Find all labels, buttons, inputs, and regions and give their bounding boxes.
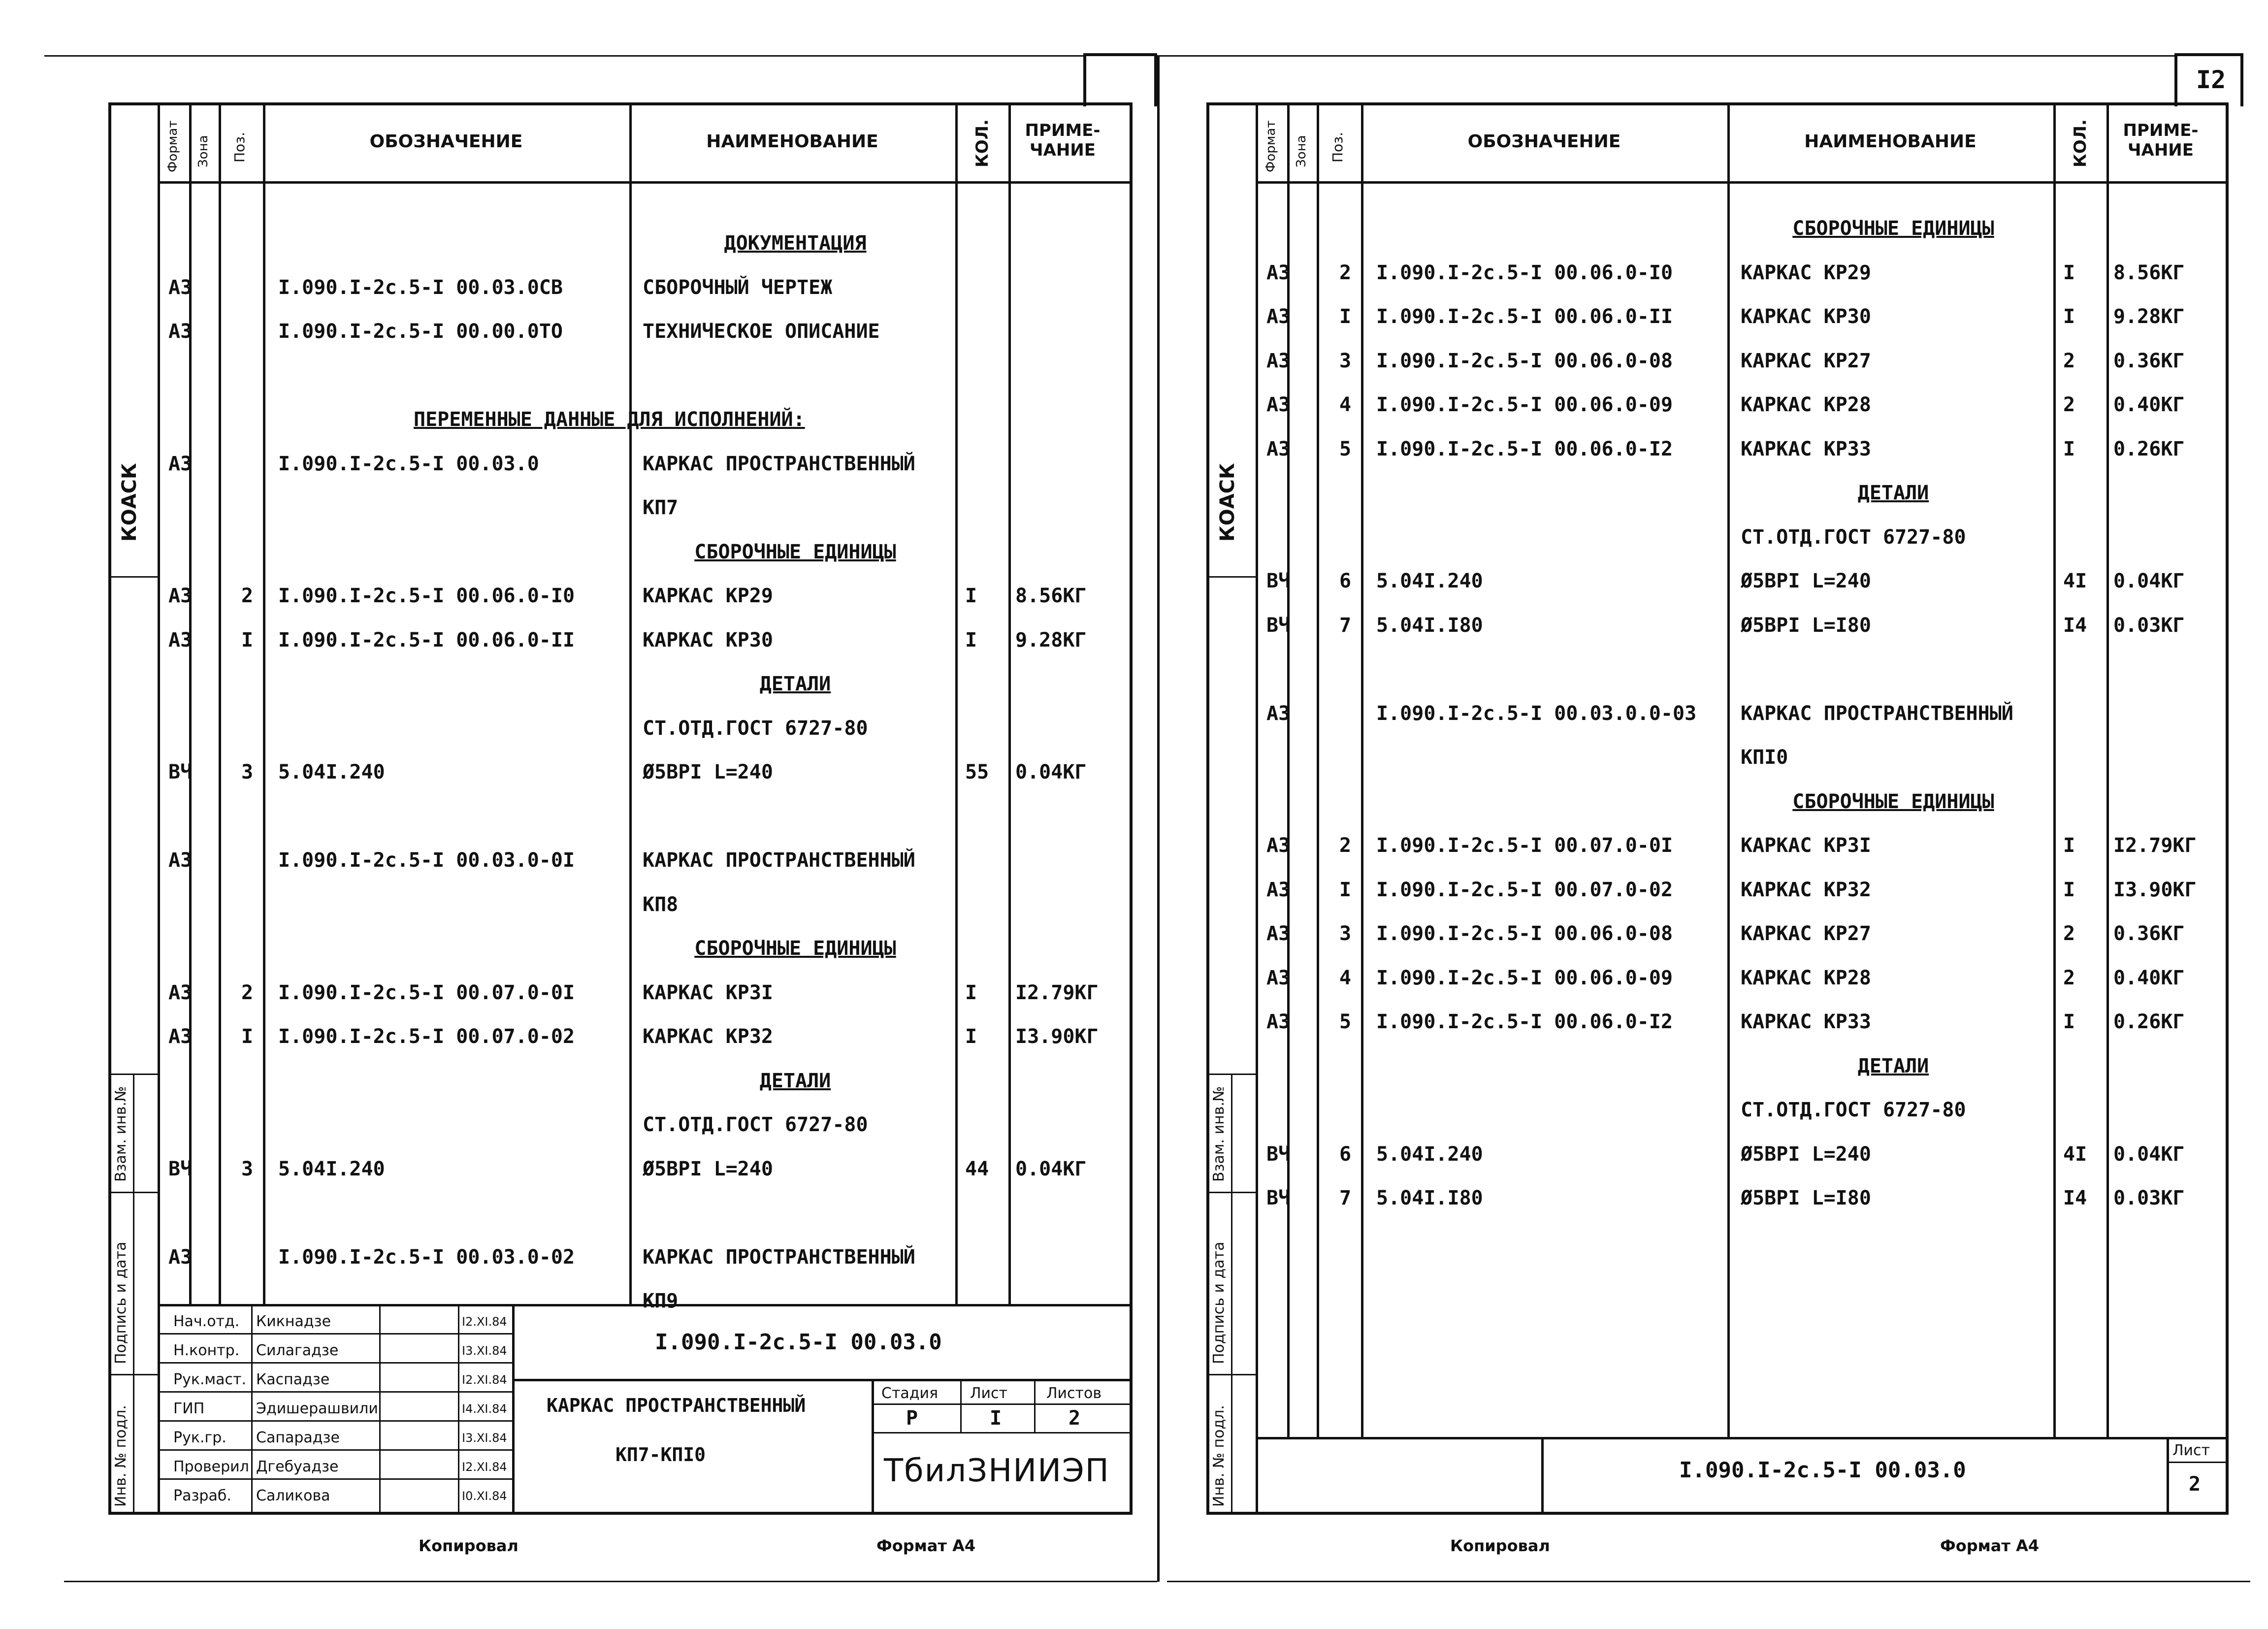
side-inv-replace: Взам. инв.№ bbox=[112, 1086, 130, 1182]
right-side-stamp: КОАСК bbox=[1216, 463, 1239, 542]
row-quantity: 2 bbox=[2063, 966, 2075, 989]
row-quantity: I bbox=[2063, 437, 2075, 460]
right-side-sign-date: Подпись и дата bbox=[1210, 1241, 1228, 1364]
row-section-heading: СБОРОЧНЫЕ ЕДИНИЦЫ bbox=[694, 540, 896, 563]
row-designation: I.090.I-2с.5-I 00.06.0-08 bbox=[1376, 922, 1673, 945]
row-name: КП9 bbox=[643, 1290, 679, 1312]
signer-name: Кикнадзе bbox=[256, 1313, 331, 1330]
header-zone: Зона bbox=[196, 135, 211, 167]
row-quantity: I bbox=[965, 981, 977, 1004]
left-sheet-label: Лист bbox=[970, 1385, 1008, 1402]
right-sheet-label: Лист bbox=[2172, 1442, 2210, 1459]
row-designation: I.090.I-2с.5-I 00.06.0-I2 bbox=[1376, 437, 1673, 460]
header-note: ПРИМЕ-ЧАНИЕ bbox=[1025, 121, 1101, 160]
header-designation: ОБОЗНАЧЕНИЕ bbox=[369, 131, 523, 152]
signer-date: I3.XI.84 bbox=[462, 1431, 507, 1445]
signer-date: I2.XI.84 bbox=[462, 1373, 507, 1387]
row-note: 0.40КГ bbox=[2113, 966, 2185, 989]
row-position: 2 bbox=[1339, 261, 1352, 284]
side-inv-orig: Инв. № подл. bbox=[112, 1405, 130, 1507]
row-name: КП7 bbox=[643, 496, 679, 519]
row-designation: I.090.I-2с.5-I 00.06.0-09 bbox=[1376, 393, 1673, 416]
row-note: 0.04КГ bbox=[2113, 1142, 2185, 1166]
row-designation: 5.04I.240 bbox=[1376, 1142, 1483, 1166]
row-name: Ø5ВРI L=240 bbox=[643, 1157, 773, 1180]
row-format: ВЧ bbox=[1266, 570, 1291, 592]
row-position: 7 bbox=[1339, 614, 1352, 637]
row-quantity: I bbox=[965, 585, 977, 607]
row-format: А3 bbox=[1266, 393, 1291, 416]
left-footer-format: Формат А4 bbox=[876, 1536, 976, 1555]
row-section-heading: ДЕТАЛИ bbox=[1857, 1054, 1929, 1077]
row-note: I2.79КГ bbox=[2113, 834, 2197, 857]
signer-name: Саликова bbox=[256, 1487, 330, 1504]
signer-date: I0.XI.84 bbox=[462, 1489, 507, 1503]
row-designation: 5.04I.I80 bbox=[1376, 1187, 1483, 1209]
row-format: А3 bbox=[1266, 702, 1291, 725]
row-name: КАРКАС КР3I bbox=[643, 981, 773, 1004]
row-format: ВЧ bbox=[168, 1157, 193, 1180]
row-format: А3 bbox=[168, 628, 193, 652]
row-designation: I.090.I-2с.5-I 00.03.0СВ bbox=[278, 276, 563, 299]
signer-role: Н.контр. bbox=[173, 1342, 240, 1359]
right-doc-code: I.090.I-2с.5-I 00.03.0 bbox=[1679, 1458, 1966, 1483]
row-name: СТ.ОТД.ГОСТ 6727-80 bbox=[643, 1113, 868, 1136]
right-header-zone: Зона bbox=[1294, 135, 1309, 167]
row-name: ТЕХНИЧЕСКОЕ ОПИСАНИЕ bbox=[643, 320, 880, 343]
sheet-number: I2 bbox=[2196, 65, 2226, 94]
row-designation: 5.04I.I80 bbox=[1376, 614, 1483, 637]
row-name: СТ.ОТД.ГОСТ 6727-80 bbox=[1741, 1099, 1966, 1121]
signer-date: I3.XI.84 bbox=[462, 1344, 507, 1358]
row-position: 5 bbox=[1339, 437, 1352, 460]
right-side-inv-replace: Взам. инв.№ bbox=[1210, 1086, 1228, 1182]
signer-date: I2.XI.84 bbox=[462, 1315, 507, 1329]
row-format: А3 bbox=[1266, 261, 1291, 284]
row-note: 8.56КГ bbox=[1015, 585, 1087, 607]
row-section-heading: ДОКУМЕНТАЦИЯ bbox=[724, 232, 867, 255]
row-section-heading: СБОРОЧНЫЕ ЕДИНИЦЫ bbox=[694, 937, 896, 960]
row-position: 6 bbox=[1339, 570, 1352, 592]
right-side-inv-orig: Инв. № подл. bbox=[1210, 1405, 1228, 1507]
row-quantity: I4 bbox=[2063, 1187, 2087, 1209]
row-format: А3 bbox=[1266, 922, 1291, 945]
left-sheet-value: I bbox=[990, 1407, 1002, 1430]
row-position: 4 bbox=[1339, 393, 1352, 416]
row-note: I3.90КГ bbox=[2113, 878, 2197, 901]
side-sign-date: Подпись и дата bbox=[112, 1241, 130, 1364]
row-name: КАРКАС ПРОСТРАНСТВЕННЫЙ bbox=[1741, 702, 2013, 725]
row-name: КАРКАС ПРОСТРАНСТВЕННЫЙ bbox=[643, 452, 915, 475]
row-position: 2 bbox=[241, 981, 254, 1004]
signer-date: I4.XI.84 bbox=[462, 1402, 507, 1416]
signer-role: Нач.отд. bbox=[173, 1313, 240, 1330]
row-note: 0.40КГ bbox=[2113, 393, 2185, 416]
row-name: КАРКАС КР29 bbox=[643, 585, 773, 607]
row-designation: I.090.I-2с.5-I 00.06.0-08 bbox=[1376, 349, 1673, 372]
row-note: 0.04КГ bbox=[1015, 761, 1087, 783]
header-name: НАИМЕНОВАНИЕ bbox=[706, 131, 878, 152]
row-quantity: 2 bbox=[2063, 349, 2075, 372]
row-quantity: I4 bbox=[2063, 614, 2087, 637]
row-note: 0.03КГ bbox=[2113, 1187, 2185, 1209]
header-pos: Поз. bbox=[231, 132, 248, 163]
row-designation: I.090.I-2с.5-I 00.07.0-0I bbox=[1376, 834, 1673, 857]
row-name: КАРКАС КР28 bbox=[1741, 966, 1871, 989]
row-designation: I.090.I-2с.5-I 00.07.0-0I bbox=[278, 981, 575, 1004]
row-designation: 5.04I.240 bbox=[1376, 570, 1483, 592]
org-logo: ТбилЗНИИЭП bbox=[884, 1453, 1110, 1489]
row-position: I bbox=[1339, 305, 1352, 328]
row-name: Ø5ВРI L=240 bbox=[643, 761, 773, 783]
row-name: КАРКАС КР32 bbox=[643, 1025, 773, 1048]
signer-role: Рук.маст. bbox=[173, 1371, 247, 1388]
header-qty: КОЛ. bbox=[972, 119, 992, 167]
row-designation: I.090.I-2с.5-I 00.07.0-02 bbox=[278, 1025, 575, 1048]
row-note: 9.28КГ bbox=[2113, 305, 2185, 328]
row-quantity: I bbox=[965, 1025, 977, 1048]
row-quantity: 44 bbox=[965, 1157, 989, 1180]
row-format: А3 bbox=[1266, 834, 1291, 857]
row-note: 0.26КГ bbox=[2113, 437, 2185, 460]
row-format: А3 bbox=[168, 981, 193, 1004]
row-quantity: I bbox=[965, 628, 977, 652]
right-footer-format: Формат А4 bbox=[1940, 1536, 2040, 1555]
row-quantity: I bbox=[2063, 261, 2075, 284]
row-format: А3 bbox=[168, 585, 193, 607]
signer-role: ГИП bbox=[173, 1400, 205, 1417]
row-note: 0.03КГ bbox=[2113, 614, 2185, 637]
signer-name: Каспадзе bbox=[256, 1371, 330, 1388]
row-format: А3 bbox=[1266, 1010, 1291, 1033]
side-stamp: КОАСК bbox=[118, 463, 141, 542]
row-position: I bbox=[1339, 878, 1352, 901]
signer-name: Эдишерашвили bbox=[256, 1400, 378, 1417]
row-position: 3 bbox=[1339, 922, 1352, 945]
row-name: КАРКАС КР29 bbox=[1741, 261, 1871, 284]
row-format: ВЧ bbox=[1266, 1187, 1291, 1209]
row-name: Ø5ВРI L=I80 bbox=[1741, 614, 1871, 637]
row-note: 0.36КГ bbox=[2113, 349, 2185, 372]
row-note: 9.28КГ bbox=[1015, 628, 1087, 652]
row-note: 0.26КГ bbox=[2113, 1010, 2185, 1033]
sheet-right bbox=[1157, 0, 2268, 1629]
row-section-heading: ДЕТАЛИ bbox=[759, 1069, 831, 1092]
row-name: Ø5ВРI L=I80 bbox=[1741, 1187, 1871, 1209]
signer-name: Сапарадзе bbox=[256, 1429, 340, 1446]
row-note: 0.36КГ bbox=[2113, 922, 2185, 945]
row-designation: I.090.I-2с.5-I 00.03.0-02 bbox=[278, 1245, 575, 1269]
row-format: А3 bbox=[168, 849, 193, 872]
row-quantity: I bbox=[2063, 1010, 2075, 1033]
row-designation: I.090.I-2с.5-I 00.00.0ТО bbox=[278, 320, 563, 343]
row-position: I bbox=[241, 628, 254, 652]
row-format: А3 bbox=[1266, 966, 1291, 989]
row-quantity: I bbox=[2063, 305, 2075, 328]
row-section-heading: СБОРОЧНЫЕ ЕДИНИЦЫ bbox=[1792, 790, 1994, 813]
row-name: КАРКАС КР27 bbox=[1741, 349, 1871, 372]
row-name: КАРКАС ПРОСТРАНСТВЕННЫЙ bbox=[643, 1245, 915, 1269]
row-note: 0.04КГ bbox=[2113, 570, 2185, 592]
signer-name: Дгебуадзе bbox=[256, 1458, 339, 1475]
row-format: А3 bbox=[1266, 437, 1291, 460]
left-footer-copied: Копировал bbox=[419, 1536, 518, 1555]
row-designation: I.090.I-2с.5-I 00.06.0-09 bbox=[1376, 966, 1673, 989]
row-format: А3 bbox=[1266, 878, 1291, 901]
right-header-pos: Поз. bbox=[1329, 132, 1346, 163]
row-name: КАРКАС КР30 bbox=[1741, 305, 1871, 328]
right-outer-frame bbox=[1206, 102, 2229, 1515]
row-name: КАРКАС КР33 bbox=[1741, 437, 1871, 460]
row-format: А3 bbox=[168, 1025, 193, 1048]
row-section-heading: ДЕТАЛИ bbox=[1857, 482, 1929, 504]
row-section-heading: СБОРОЧНЫЕ ЕДИНИЦЫ bbox=[1792, 217, 1994, 240]
right-header-format: Формат bbox=[1264, 120, 1278, 172]
row-format: А3 bbox=[168, 452, 193, 475]
row-name: Ø5ВРI L=240 bbox=[1741, 1142, 1871, 1166]
row-name: Ø5ВРI L=240 bbox=[1741, 570, 1871, 592]
row-designation: I.090.I-2с.5-I 00.03.0.0-03 bbox=[1376, 702, 1697, 725]
row-designation: 5.04I.240 bbox=[278, 761, 385, 783]
right-header-qty: КОЛ. bbox=[2071, 119, 2090, 167]
row-quantity: 4I bbox=[2063, 1142, 2087, 1166]
row-name: КАРКАС КР27 bbox=[1741, 922, 1871, 945]
right-header-note: ПРИМЕ-ЧАНИЕ bbox=[2123, 121, 2199, 160]
row-position: 3 bbox=[241, 761, 254, 783]
left-title-line2: КП7-КПI0 bbox=[616, 1444, 706, 1466]
row-quantity: I bbox=[2063, 834, 2075, 857]
row-position: 7 bbox=[1339, 1187, 1352, 1209]
left-sheets-label: Листов bbox=[1046, 1385, 1102, 1402]
left-sheets-value: 2 bbox=[1069, 1407, 1081, 1430]
row-format: А3 bbox=[1266, 349, 1291, 372]
row-name: КАРКАС ПРОСТРАНСТВЕННЫЙ bbox=[643, 849, 915, 872]
right-footer-copied: Копировал bbox=[1450, 1536, 1550, 1555]
row-designation: I.090.I-2с.5-I 00.03.0 bbox=[278, 452, 539, 475]
row-format: ВЧ bbox=[1266, 614, 1291, 637]
row-quantity: 2 bbox=[2063, 393, 2075, 416]
row-position: 6 bbox=[1339, 1142, 1352, 1166]
row-name: КП8 bbox=[643, 893, 679, 916]
right-sheet-value: 2 bbox=[2189, 1473, 2201, 1496]
row-designation: 5.04I.240 bbox=[278, 1157, 385, 1180]
row-format: ВЧ bbox=[1266, 1142, 1291, 1166]
signer-date: I2.XI.84 bbox=[462, 1460, 507, 1474]
row-position: I bbox=[241, 1025, 254, 1048]
row-designation: I.090.I-2с.5-I 00.06.0-II bbox=[1376, 305, 1673, 328]
row-position: 5 bbox=[1339, 1010, 1352, 1033]
row-designation: I.090.I-2с.5-I 00.06.0-I0 bbox=[278, 585, 575, 607]
right-header-designation: ОБОЗНАЧЕНИЕ bbox=[1467, 131, 1621, 152]
row-note: I2.79КГ bbox=[1015, 981, 1099, 1004]
row-designation: I.090.I-2с.5-I 00.06.0-I0 bbox=[1376, 261, 1673, 284]
row-position: 3 bbox=[241, 1157, 254, 1180]
left-stage-label: Стадия bbox=[881, 1385, 939, 1402]
row-format: А3 bbox=[1266, 305, 1291, 328]
row-designation: I.090.I-2с.5-I 00.06.0-I2 bbox=[1376, 1010, 1673, 1033]
row-note: 8.56КГ bbox=[2113, 261, 2185, 284]
row-designation: I.090.I-2с.5-I 00.03.0-0I bbox=[278, 849, 575, 872]
row-position: 4 bbox=[1339, 966, 1352, 989]
signer-role: Рук.гр. bbox=[173, 1429, 227, 1446]
signer-name: Силагадзе bbox=[256, 1342, 339, 1359]
row-designation: I.090.I-2с.5-I 00.07.0-02 bbox=[1376, 878, 1673, 901]
row-designation: I.090.I-2с.5-I 00.06.0-II bbox=[278, 628, 575, 652]
row-section-heading: ДЕТАЛИ bbox=[759, 673, 831, 695]
row-quantity: 4I bbox=[2063, 570, 2087, 592]
row-format: А3 bbox=[168, 276, 193, 299]
right-header-name: НАИМЕНОВАНИЕ bbox=[1804, 131, 1976, 152]
row-format: ВЧ bbox=[168, 761, 193, 783]
signer-role: Разраб. bbox=[173, 1487, 231, 1504]
row-name: КАРКАС КР33 bbox=[1741, 1010, 1871, 1033]
row-name: КПI0 bbox=[1741, 746, 1788, 769]
row-name: КАРКАС КР3I bbox=[1741, 834, 1871, 857]
left-stage-value: Р bbox=[906, 1407, 918, 1430]
row-quantity: I bbox=[2063, 878, 2075, 901]
row-name: СТ.ОТД.ГОСТ 6727-80 bbox=[643, 717, 868, 740]
row-name: КАРКАС КР28 bbox=[1741, 393, 1871, 416]
row-name: КАРКАС КР30 bbox=[643, 628, 773, 652]
row-quantity: 2 bbox=[2063, 922, 2075, 945]
row-name: КАРКАС КР32 bbox=[1741, 878, 1871, 901]
row-format: А3 bbox=[168, 320, 193, 343]
left-title-line1: КАРКАС ПРОСТРАНСТВЕННЫЙ bbox=[547, 1395, 806, 1416]
row-name: СБОРОЧНЫЙ ЧЕРТЕЖ bbox=[643, 276, 833, 299]
signer-role: Проверил bbox=[173, 1458, 249, 1475]
row-name: СТ.ОТД.ГОСТ 6727-80 bbox=[1741, 525, 1966, 549]
header-format: Формат bbox=[165, 120, 180, 172]
left-corner-tab bbox=[1083, 53, 1157, 106]
row-position: 2 bbox=[241, 585, 254, 607]
left-doc-code: I.090.I-2с.5-I 00.03.0 bbox=[655, 1330, 942, 1355]
row-quantity: 55 bbox=[965, 761, 989, 783]
row-note: I3.90КГ bbox=[1015, 1025, 1099, 1048]
row-section-heading: ПЕРЕМЕННЫЕ ДАННЫЕ ДЛЯ ИСПОЛНЕНИЙ: bbox=[414, 408, 805, 431]
row-format: А3 bbox=[168, 1245, 193, 1269]
left-outer-frame bbox=[108, 102, 1133, 1515]
row-position: 3 bbox=[1339, 349, 1352, 372]
row-note: 0.04КГ bbox=[1015, 1157, 1087, 1180]
row-position: 2 bbox=[1339, 834, 1352, 857]
